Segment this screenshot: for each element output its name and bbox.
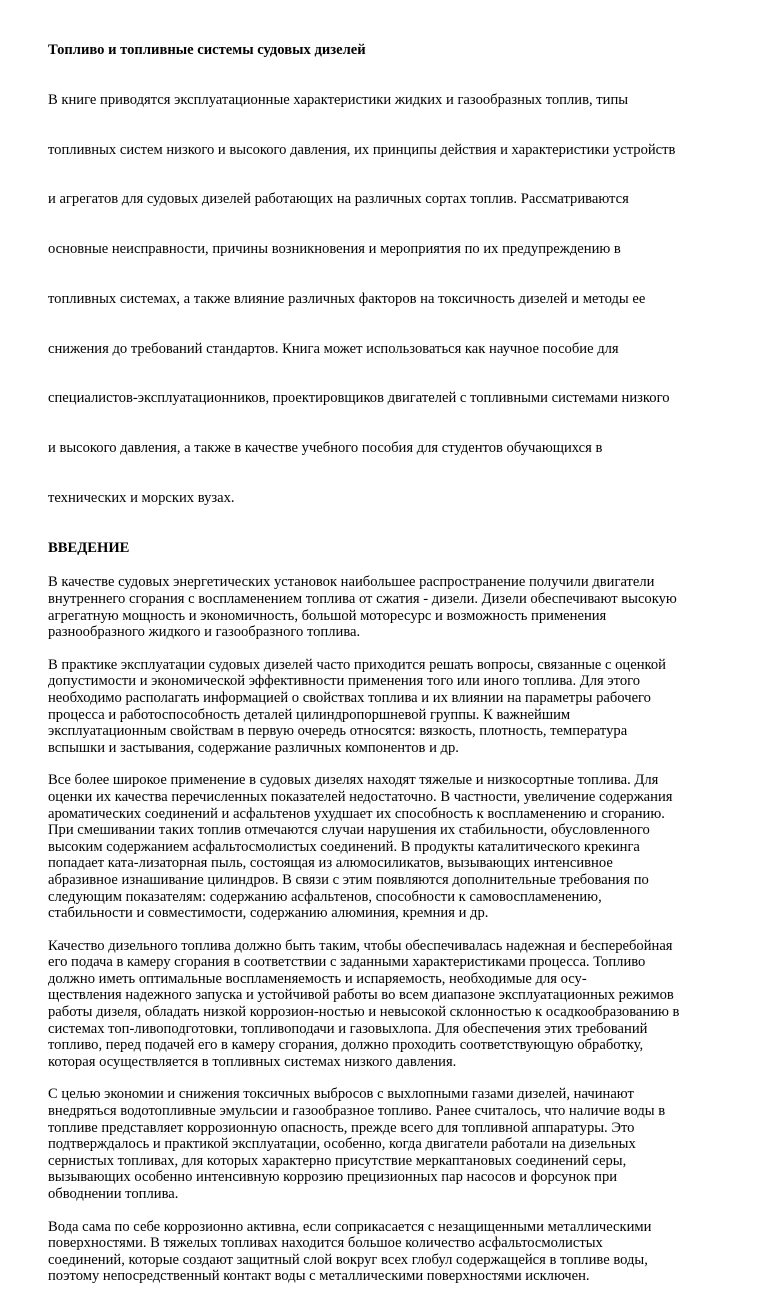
abstract-line: В книге приводятся эксплуатационные характеристики жидких и газообразных топлив, типы (48, 91, 629, 108)
paragraph (48, 772, 724, 921)
paragraph-line: вызывающих особенно интенсивную коррозию прецизионных пар насосов и форсунок при (48, 1169, 618, 1186)
section-heading: ВВЕДЕНИЕ (48, 539, 130, 556)
paragraph-line: которая осуществляется в топливных системах низкого давления. (48, 1053, 457, 1070)
paragraph-line: В практике эксплуатации судовых дизелей часто приходится решать вопросы, связанные с оценкой (48, 656, 666, 673)
paragraph-line: ароматических соединений и асфальтенов ухудшает их способность к воспламенению и сгоранию. (48, 805, 665, 822)
paragraph-line: разнообразного жидкого и газообразного топлива. (48, 624, 361, 641)
paragraph-line: процесса и работоспособность деталей цилиндропоршневой группы. К важнейшим (48, 706, 571, 723)
paragraph (48, 574, 724, 640)
paragraph (48, 1086, 724, 1202)
abstract-line: специалистов-эксплуатационников, проектировщиков двигателей с топливными системами низкого (48, 390, 670, 407)
paragraph-line: вспышки и застывания, содержание различных компонентов и др. (48, 739, 459, 756)
paragraph-line: абразивное изнашивание цилиндров. В связи с этим появляются дополнительные требования по (48, 871, 649, 888)
paragraph (48, 938, 724, 1071)
abstract-line: топливных системах, а также влияние различных факторов на токсичность дизелей и методы ее (48, 290, 646, 307)
abstract-line: технических и морских вузах. (48, 490, 235, 507)
paragraph-line: работы дизеля, обладать низкой коррозион-ностью и невысокой склонностью к осадкообразованию в (48, 1004, 680, 1021)
paragraph-line: Вода сама по себе коррозионно активна, если соприкасается с незащищенными металлическими (48, 1218, 652, 1235)
paragraph-line: допустимости и экономической эффективности применения того или иного топлива. Для этого (48, 673, 641, 690)
paragraph-line: необходимо располагать информацией о свойствах топлива и их влиянии на параметры рабочего (48, 689, 651, 706)
paragraph-line: Все более широкое применение в судовых дизелях находят тяжелые и низкосортные топлива. Для (48, 772, 659, 789)
paragraph-line: поэтому непосредственный контакт воды с металлическими поверхностями исключен. (48, 1268, 590, 1285)
paragraph-line: следующим показателям: содержанию асфальтенов, способности к самовоспламенению, (48, 888, 602, 905)
paragraph-line: оценки их качества перечисленных показателей недостаточно. В частности, увеличение содержания (48, 788, 673, 805)
paragraph-line: топливо, перед подачей его в камеру сгорания, должно проходить соответствующую обработку, (48, 1037, 644, 1054)
paragraph-line: поверхностями. В тяжелых топливах находится большое количество асфальтосмолистых (48, 1235, 603, 1252)
document-title: Топливо и топливные системы судовых дизелей (48, 42, 366, 58)
paragraph-line: внутреннего сгорания с воспламенением топлива от сжатия - дизели. Дизели обеспечивают высокую (48, 591, 677, 607)
abstract-line: и агрегатов для судовых дизелей работающих на различных сортах топлив. Рассматриваются (48, 191, 629, 208)
paragraph-line: должно иметь оптимальные воспламеняемость и испаряемость, необходимые для осу- (48, 970, 587, 987)
paragraph-line: системах топ-ливоподготовки, топливоподачи и газовыхлопа. Для обеспечения этих требований (48, 1020, 648, 1037)
paragraph-line: В качестве судовых энергетических установок наибольшее распространение получили двигатели (48, 574, 655, 591)
paragraph-line: высоким содержанием асфальтосмолистых соединений. В продукты каталитического крекинга (48, 838, 640, 855)
paragraph-line: попадает ката-лизаторная пыль, состоящая из алюмосиликатов, вызывающих интенсивное (48, 855, 613, 872)
paragraph-line: Качество дизельного топлива должно быть таким, чтобы обеспечивалась надежная и бесперебойная (48, 937, 673, 954)
abstract-line: и высокого давления, а также в качестве учебного пособия для студентов обучающихся в (48, 440, 603, 457)
paragraph-line: При смешивании таких топлив отмечаются случаи нарушения их стабильности, обусловленного (48, 822, 650, 839)
paragraph-line: стабильности и совместимости, содержанию алюминия, кремния и др. (48, 905, 489, 922)
paragraph-line: обводнении топлива. (48, 1186, 179, 1202)
paragraph-line: эксплуатационным свойствам в первую очередь относятся: вязкость, плотность, температура (48, 723, 628, 740)
abstract-line: снижения до требований стандартов. Книга может использоваться как научное пособие для (48, 340, 619, 357)
paragraph-line: его подача в камеру сгорания в соответствии с заданными характеристиками процесса. Топливо (48, 954, 646, 971)
abstract-line: основные неисправности, причины возникновения и мероприятия по их предупреждению в (48, 241, 621, 258)
paragraph-line: соединений, которые создают защитный слой вокруг всех глобул содержащейся в топливе воды, (48, 1251, 648, 1268)
paragraph (48, 1219, 724, 1285)
paragraph (48, 657, 724, 757)
document-page (48, 42, 724, 1301)
abstract (48, 59, 724, 540)
paragraph-line: ществления надежного запуска и устойчивой работы во всем диапазоне эксплуатационных режимов (48, 987, 674, 1004)
paragraph-line: внедряться водотопливные эмульсии и газообразное топливо. Ранее считалось, что наличие воды в (48, 1103, 666, 1120)
paragraph-line: подтверждалось и практикой эксплуатации, особенно, когда двигатели работали на дизельных (48, 1136, 636, 1153)
paragraph-line: С целью экономии и снижения токсичных выбросов с выхлопными газами дизелей, начинают (48, 1086, 634, 1103)
abstract-line: топливных систем низкого и высокого давления, их принципы действия и характеристики устройств (48, 141, 676, 158)
paragraph-line: топливе представляет коррозионную опасность, прежде всего для топливной аппаратуры. Это (48, 1119, 635, 1136)
paragraph-line: агрегатную мощность и экономичность, большой моторесурс и возможность применения (48, 607, 607, 624)
paragraph-line: сернистых топливах, для которых характерно присутствие меркаптановых соединений серы, (48, 1152, 627, 1169)
